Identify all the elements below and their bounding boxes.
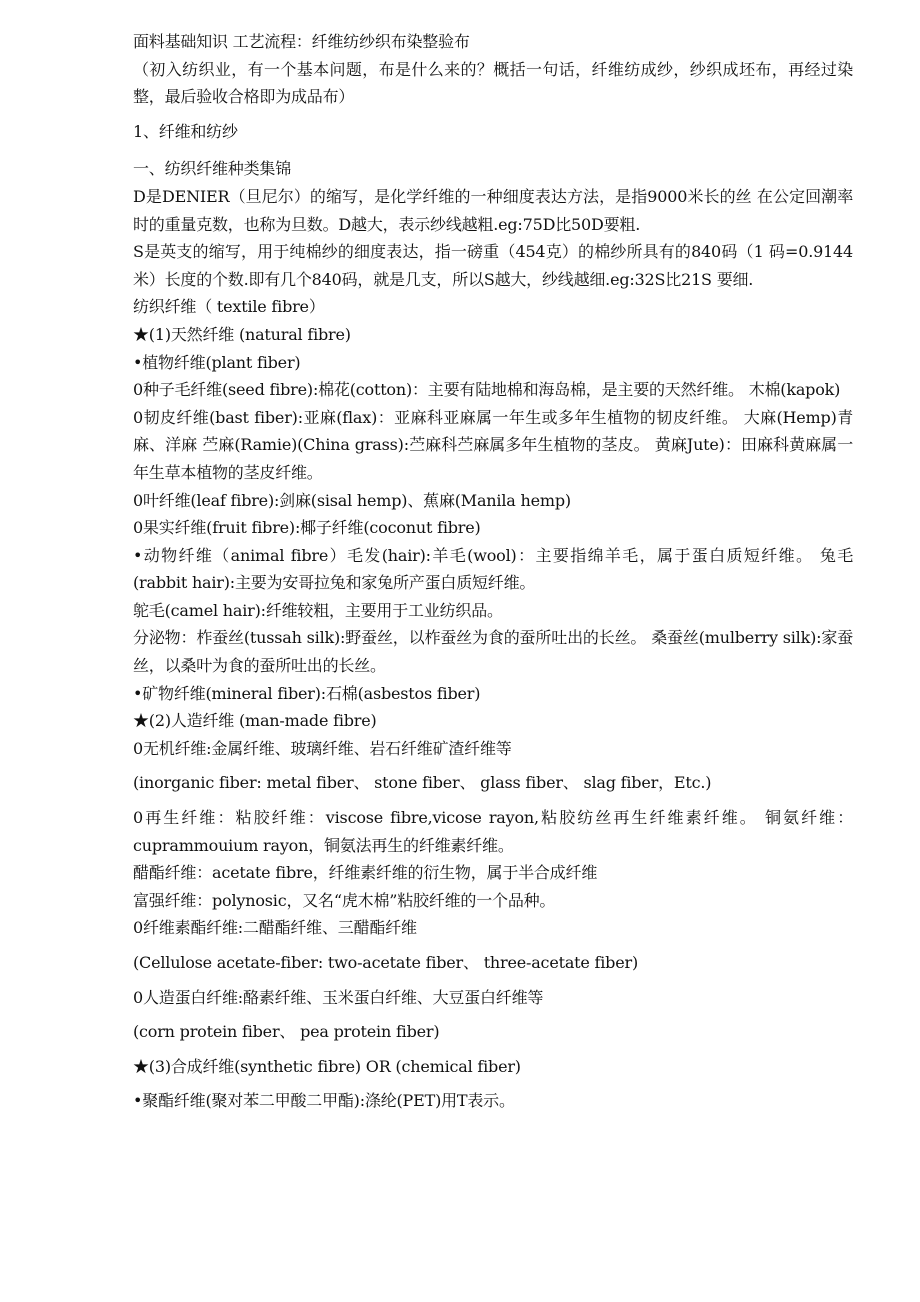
camel-hair-item: 鸵毛(camel hair):纤维较粗，主要用于工业纺织品。 — [133, 600, 503, 620]
bast-fiber-paragraph: 0韧皮纤维(bast fiber):亚麻(flax)：亚麻科亚麻属一年生或多年生植物的韧皮纤维。 大麻(Hemp)青麻、洋麻 苎麻(Ramie)(China grass):苎麻科苎麻属多年生植物的茎皮。 黄麻Jute)：田麻科黄麻属一年生草本植物的茎皮纤维。 — [133, 407, 853, 482]
document-body — [133, 28, 853, 1115]
mineral-fiber-item: •矿物纤维(mineral fiber):石棉(asbestos fiber) — [133, 683, 481, 703]
acetate-fibre-item: 醋酯纤维：acetate fibre，纤维素纤维的衍生物，属于半合成纤维 — [133, 863, 598, 883]
seed-fibre-paragraph: 0种子毛纤维(seed fibre):棉花(cotton)：主要有陆地棉和海岛棉，是主要的天然纤维。 木棉(kapok) — [133, 380, 841, 400]
cellulose-acetate-english: (Cellulose acetate-fiber: two-acetate fiber、 three-acetate fiber) — [133, 953, 638, 972]
secretion-silk-paragraph: 分泌物：柞蚕丝(tussah silk):野蚕丝，以柞蚕丝为食的蚕所吐出的长丝。 桑蚕丝(mulberry silk):家蚕丝，以桑叶为食的蚕所吐出的长丝。 — [133, 628, 853, 676]
document-title: 面料基础知识 工艺流程：纤维纺纱织布染整验布 — [133, 32, 470, 51]
regenerated-fiber-paragraph: 0再生纤维：粘胶纤维：viscose fibre,vicose rayon,粘胶纺丝再生纤维素纤维。 铜氨纤维：cuprammouium rayon，铜氨法再生的纤维素纤维。 — [133, 808, 853, 855]
leaf-fibre-item: 0叶纤维(leaf fibre):剑麻(sisal hemp)、蕉麻(Manila hemp) — [133, 490, 571, 510]
man-made-fibre-heading: ★(2)人造纤维 (man-made fibre) — [133, 711, 377, 731]
inorganic-fiber-item: 0无机纤维:金属纤维、玻璃纤维、岩石纤维矿渣纤维等 — [133, 738, 512, 758]
section-heading-fibre-and-spinning: 1、纤维和纺纱 — [133, 121, 238, 141]
cellulose-ester-item: 0纤维素酯纤维:二醋酯纤维、三醋酯纤维 — [133, 918, 417, 938]
intro-paragraph: （初入纺织业，有一个基本问题，布是什么来的？概括一句话，纤维纺成纱，纱织成坯布，再经过染整，最后验收合格即为成品布） — [133, 59, 853, 107]
textile-fibre-heading: 纺织纤维（ textile fibre） — [133, 297, 325, 317]
plant-fiber-item: •植物纤维(plant fiber) — [133, 352, 301, 372]
english-count-definition-paragraph: S是英支的缩写，用于纯棉纱的细度表达，指一磅重（454克）的棉纱所具有的840码（1 码=0.9144米）长度的个数.即有几个840码，就是几支，所以S越大，纱线越细.eg:32S比21S 要细. — [133, 242, 853, 289]
protein-fiber-item: 0人造蛋白纤维:酪素纤维、玉米蛋白纤维、大豆蛋白纤维等 — [133, 987, 544, 1007]
synthetic-fibre-heading: ★(3)合成纤维(synthetic fibre) OR (chemical fiber) — [133, 1056, 521, 1076]
natural-fibre-heading: ★(1)天然纤维 (natural fibre) — [133, 324, 351, 344]
inorganic-fiber-english: (inorganic fiber: metal fiber、 stone fiber、 glass fiber、 slag fiber，Etc.) — [133, 773, 712, 793]
fruit-fibre-item: 0果实纤维(fruit fibre):椰子纤维(coconut fibre) — [133, 518, 481, 538]
polyester-fiber-item: •聚酯纤维(聚对苯二甲酸二甲酯):涤纶(PET)用T表示。 — [133, 1091, 515, 1111]
animal-fibre-paragraph: •动物纤维（animal fibre）毛发(hair):羊毛(wool)：主要指绵羊毛，属于蛋白质短纤维。 兔毛(rabbit hair):主要为安哥拉兔和家兔所产蛋白质短纤维。 — [133, 545, 853, 593]
protein-fiber-english: (corn protein fiber、 pea protein fiber) — [133, 1022, 440, 1042]
polynosic-item: 富强纤维：polynosic，又名“虎木棉”粘胶纤维的一个品种。 — [133, 890, 556, 910]
subsection-heading-fibre-types: 一、纺织纤维种类集锦 — [133, 159, 292, 179]
denier-definition-paragraph: D是DENIER（旦尼尔）的缩写，是化学纤维的一种细度表达方法，是指9000米长的丝 在公定回潮率时的重量克数，也称为旦数。D越大，表示纱线越粗.eg:75D比50D要粗. — [133, 186, 853, 234]
